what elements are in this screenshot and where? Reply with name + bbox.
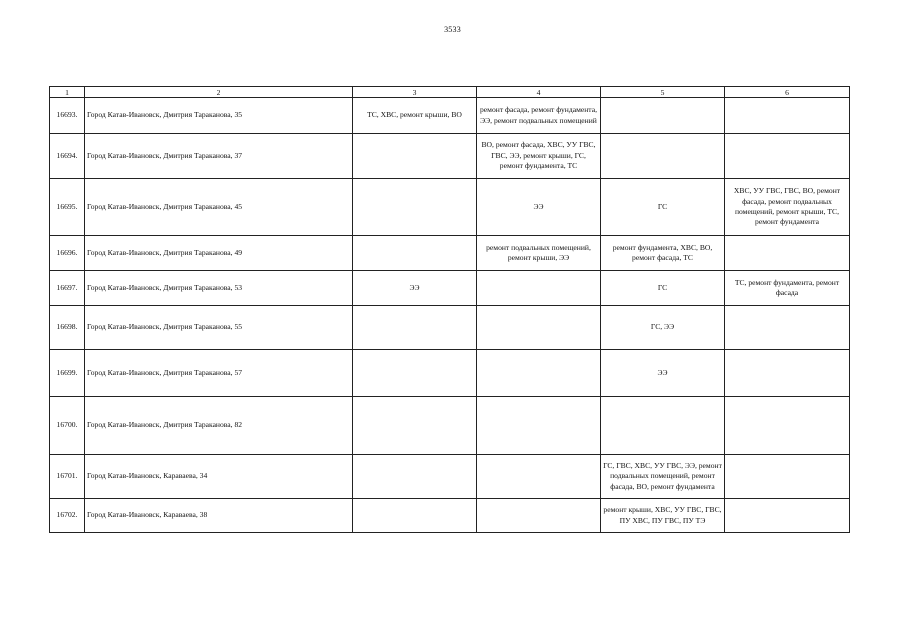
row-cell-col3: ТС, ХВС, ремонт крыши, ВО [353, 98, 477, 134]
row-address: Город Катав-Ивановск, Дмитрия Тараканова, 35 [85, 98, 353, 134]
row-cell-col3: ЭЭ [353, 271, 477, 306]
row-cell-col3 [353, 455, 477, 499]
row-cell-col6 [725, 350, 850, 397]
row-cell-col5: ЭЭ [601, 350, 725, 397]
table-row [50, 306, 850, 350]
row-cell-col5: ГС, ГВС, ХВС, УУ ГВС, ЭЭ, ремонт подвальных помещений, ремонт фасада, ВО, ремонт фундамента [601, 455, 725, 499]
row-number: 16702. [50, 499, 85, 533]
row-cell-col4 [477, 455, 601, 499]
row-cell-col3 [353, 397, 477, 455]
page-number: 3533 [444, 25, 461, 34]
row-number: 16700. [50, 397, 85, 455]
row-cell-col5 [601, 397, 725, 455]
row-cell-col4: ремонт фасада, ремонт фундамента, ЭЭ, ремонт подвальных помещений [477, 98, 601, 134]
row-number: 16698. [50, 306, 85, 350]
column-header: 4 [477, 87, 601, 98]
table-row [50, 499, 850, 533]
row-cell-col6 [725, 306, 850, 350]
row-address: Город Катав-Ивановск, Караваева, 34 [85, 455, 353, 499]
row-cell-col3 [353, 134, 477, 179]
row-cell-col3 [353, 236, 477, 271]
row-cell-col4: ВО, ремонт фасада, ХВС, УУ ГВС, ГВС, ЭЭ, ремонт крыши, ГС, ремонт фундамента, ТС [477, 134, 601, 179]
column-header: 5 [601, 87, 725, 98]
row-address: Город Катав-Ивановск, Дмитрия Тараканова, 49 [85, 236, 353, 271]
row-number: 16701. [50, 455, 85, 499]
row-cell-col5 [601, 134, 725, 179]
table-row [50, 179, 850, 236]
row-cell-col4 [477, 499, 601, 533]
table-row [50, 271, 850, 306]
row-cell-col6 [725, 134, 850, 179]
column-header: 1 [50, 87, 85, 98]
row-cell-col4: ЭЭ [477, 179, 601, 236]
table-row [50, 455, 850, 499]
row-address: Город Катав-Ивановск, Дмитрия Тараканова, 55 [85, 306, 353, 350]
row-address: Город Катав-Ивановск, Дмитрия Тараканова, 82 [85, 397, 353, 455]
row-number: 16693. [50, 98, 85, 134]
row-cell-col4 [477, 350, 601, 397]
row-cell-col3 [353, 350, 477, 397]
row-number: 16697. [50, 271, 85, 306]
row-address: Город Катав-Ивановск, Дмитрия Тараканова, 57 [85, 350, 353, 397]
row-number: 16694. [50, 134, 85, 179]
row-cell-col3 [353, 306, 477, 350]
row-address: Город Катав-Ивановск, Дмитрия Тараканова, 53 [85, 271, 353, 306]
row-cell-col6 [725, 236, 850, 271]
table-row [50, 134, 850, 179]
column-header: 3 [353, 87, 477, 98]
row-cell-col6 [725, 455, 850, 499]
table-row [50, 350, 850, 397]
row-number: 16699. [50, 350, 85, 397]
row-cell-col6 [725, 499, 850, 533]
table-row [50, 397, 850, 455]
table-header-row [50, 87, 850, 98]
row-cell-col5: ГС [601, 271, 725, 306]
row-cell-col3 [353, 179, 477, 236]
row-cell-col3 [353, 499, 477, 533]
row-cell-col5: ремонт крыши, ХВС, УУ ГВС, ГВС, ПУ ХВС, ПУ ГВС, ПУ ТЭ [601, 499, 725, 533]
row-address: Город Катав-Ивановск, Дмитрия Тараканова, 45 [85, 179, 353, 236]
column-header: 6 [725, 87, 850, 98]
row-cell-col4: ремонт подвальных помещений, ремонт крыши, ЭЭ [477, 236, 601, 271]
row-cell-col6: ТС, ремонт фундамента, ремонт фасада [725, 271, 850, 306]
row-cell-col6: ХВС, УУ ГВС, ГВС, ВО, ремонт фасада, ремонт подвальных помещений, ремонт крыши, ТС, ремонт фундамента [725, 179, 850, 236]
row-cell-col5: ремонт фундамента, ХВС, ВО, ремонт фасада, ТС [601, 236, 725, 271]
table-row [50, 236, 850, 271]
row-cell-col4 [477, 271, 601, 306]
table-row [50, 98, 850, 134]
row-number: 16695. [50, 179, 85, 236]
row-cell-col5 [601, 98, 725, 134]
column-header: 2 [85, 87, 353, 98]
row-cell-col6 [725, 98, 850, 134]
row-cell-col5: ГС [601, 179, 725, 236]
row-cell-col4 [477, 306, 601, 350]
buildings-table [49, 86, 850, 533]
row-number: 16696. [50, 236, 85, 271]
row-address: Город Катав-Ивановск, Дмитрия Тараканова, 37 [85, 134, 353, 179]
row-cell-col5: ГС, ЭЭ [601, 306, 725, 350]
row-cell-col6 [725, 397, 850, 455]
row-address: Город Катав-Ивановск, Караваева, 38 [85, 499, 353, 533]
row-cell-col4 [477, 397, 601, 455]
